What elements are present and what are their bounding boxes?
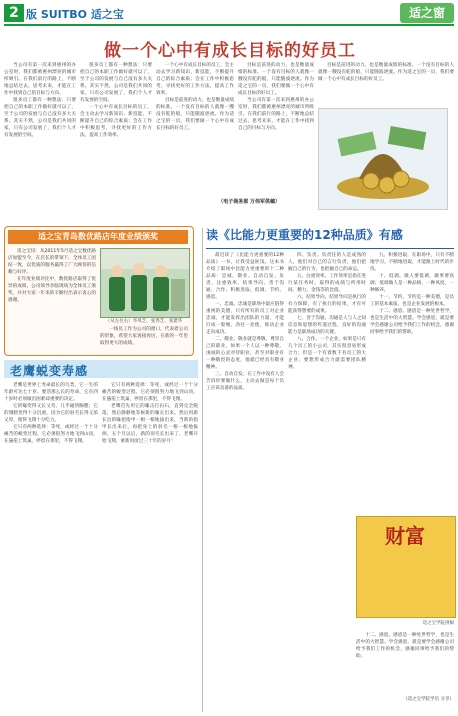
- review-paragraph: 最近读了《比能力更重要的12种品质》一书，让我受益匪浅。这本书介绍了职场中比能力更重要的十二种品质：忠诚、敬业、自动自发、负责、注重效率、结果导向、善于沟通、合作、积极进取、低调、节约、感恩。: [206, 253, 284, 300]
- book-review-rule: [206, 248, 454, 249]
- eagle-story-title: 老鹰蜕变寿感: [10, 364, 89, 378]
- review-author: （适之宝学院学员 分享）: [403, 697, 454, 702]
- conference-title: 适之宝青岛数优路店年度业绩颁奖: [8, 230, 188, 244]
- lead-paragraph: 当公司有第一次来到惠州的办公室时，我们都被惠州漂亮的城市所吸引。在我们前行的路上，不断地总结过去，思考未来，才能在工作中找到自己的目标与方向。: [238, 98, 314, 131]
- column-divider: [202, 228, 203, 712]
- book-review-title: 读《比能力更重要的12种品质》有感: [206, 228, 403, 242]
- review-paragraph: 十二、感恩。感恩是一种处世哲学，也是生活中的大智慧。学会感恩，就是要学会感谢公司给予我们工作的机会，感谢同事给予我们的帮助。: [356, 633, 454, 659]
- staff-group-photo: [100, 248, 190, 318]
- eagle-paragraph: 它只有两种选择：等死，或经过一个十分痛苦的蜕变过程。它必须很努力地飞到山顶，在悬崖上筑巢，停留在那里，不得飞翔。: [102, 383, 198, 402]
- conference-paragraph: 一线员工作为公司的窗口，代表着公司的形象，希望大家再接再厉，在新的一年里取得更大的成绩。: [100, 327, 188, 346]
- review-paragraph: 八、合作。一个企业，如果是只有几个员工的小公司，其实很容易形成合力；但是一个有着数千名员工的大企业，要想形成合力就需要团队精神。: [288, 337, 366, 370]
- lead-paragraph: 当公司有第一次来到惠州的办公室时，我们都被惠州漂亮的城市所吸引。在我们前行的路上，不断地总结过去，思考未来，才能在工作中找到自己的目标与方向。: [4, 63, 76, 96]
- lead-paragraph: 很多员工都有一种想法：只要把自己的本职工作做好就可以了，至于公司的发展与自己没有多大关系。其实不然，公司是我们共同的家，只有公司发展了，我们个人才有发展的空间。: [4, 98, 76, 138]
- lead-column-5: [318, 62, 454, 104]
- section-label: 版 SUITBO 适之宝: [26, 8, 124, 21]
- lead-article-title: 做一个心中有成长目标的好员工: [104, 41, 356, 61]
- lead-column-3: [156, 62, 234, 196]
- lead-column-2: [80, 62, 152, 220]
- eagle-column-2: [102, 382, 198, 712]
- lead-paragraph: 一个心中有成长目标的员工，会主动去学习新知识、新技能，不断提升自己的综合素质；会在工作中积极思考，寻找更好的工作方法，提高工作效率。: [80, 105, 152, 138]
- review-paragraph: 四、负责。负责任的人是成熟的人，他们对自己的言行负责，他们把握自己的行为，也把握自己的命运。: [288, 253, 366, 272]
- review-paragraph: 九、积极进取。在职场中，只有不断地学习、不断地进取，才能跟上时代的步伐。: [370, 253, 454, 272]
- lead-article-author: （电子商务部 万伟军供稿）: [218, 199, 280, 205]
- eagle-column-1: [4, 382, 98, 712]
- review-paragraph: 一、忠诚。忠诚是职场中最应值得重视的美德，只有所有的员工对企业忠诚，才能发挥出团队的力量，才能拧成一股绳，劲往一处使，推动企业走向成功。: [206, 302, 284, 335]
- review-column-2: [288, 252, 366, 712]
- review-paragraph: 七、善于沟通。沟通是人与人之间信息和思想的传递过程，良好的沟通能力是职场成功的关键。: [288, 316, 366, 335]
- review-column-3-tail: [356, 632, 454, 692]
- review-paragraph: 五、注重效率。工作效率是指在进行某任务时，取得的成绩与所用时间、精力、金钱等的比值。: [288, 274, 366, 293]
- money-bag-illustration: [318, 108, 448, 210]
- column-badge: 适之窗: [400, 3, 454, 23]
- review-paragraph: 十一、节约。节约是一种美德，是员工的基本素质，也是企业发展的根本。: [370, 295, 454, 307]
- eagle-paragraph: 它只有两种选择：等死，或经过一个十分痛苦的蜕变过程。它必须很努力地飞到山顶，在悬崖上筑巢，停留在那里，不得飞翔。: [4, 425, 98, 444]
- page-number-badge: 2: [4, 4, 24, 22]
- header-rule: [4, 24, 454, 26]
- review-paragraph: 六、结果导向。结果导向是执行的有力保障，有了执行的结果，才有可能获得想要的成果。: [288, 295, 366, 314]
- conference-text-left: [8, 248, 96, 352]
- lead-column-1: [4, 62, 76, 220]
- review-paragraph: 十、低调。做人要低调，做事要高调；低调做人是一种品格，一种风度，一种修养。: [370, 274, 454, 293]
- review-paragraph: 三、自动自发。在工作中没有人会告诉你要做什么，主动去做是每个员工应该具备的品质。: [206, 372, 284, 391]
- review-paragraph: 二、敬业。敬业就是尊敬、尊崇自己的职业，如果一个人以一种尊敬、虔诚的心灵对待职业，甚至对职业有一种敬畏的态度，他就已经具有敬业精神。: [206, 337, 284, 370]
- conference-text-right: [100, 326, 188, 352]
- lead-paragraph: 目标是前进的动力，也是衡量成绩的标准。一个没有目标的人就像一艘没有舵的船，只能随波逐流。作为适之宝的一员，我们要做一个心中有成长目标的好员工。: [318, 63, 454, 82]
- lead-paragraph: 很多员工都有一种想法：只要把自己的本职工作做好就可以了，至于公司的发展与自己没有多大关系。其实不然，公司是我们共同的家，只有公司发展了，我们个人才有发展的空间。: [80, 63, 152, 103]
- eagle-paragraph: 它的喙变得又长又弯，几乎碰到胸膛；它的翅膀变得十分沉重，因为它的羽毛长得又浓又厚，使得飞翔十分吃力。: [4, 404, 98, 423]
- lead-paragraph: 目标是前进的动力，也是衡量成绩的标准。一个没有目标的人就像一艘没有舵的船，只能随波逐流。作为适之宝的一员，我们要做一个心中有成长目标的好员工。: [238, 63, 314, 96]
- conference-paragraph: 在年度业绩评比中，数优路店取得了优异的成绩，公司领导亲临现场为全体员工颁奖，并对大家一年来的辛勤付出表示衷心的感谢。: [8, 277, 96, 303]
- lead-paragraph: 目标是前进的动力，也是衡量成绩的标准。一个没有目标的人就像一艘没有舵的船，只能随波逐流。作为适之宝的一员，我们要做一个心中有成长目标的好员工。: [156, 98, 234, 131]
- review-column-3: [370, 252, 454, 512]
- photo-caption: （从左往右）李凤芝、张秀芝、张建华: [105, 319, 183, 324]
- lead-paragraph: 一个心中有成长目标的员工，会主动去学习新知识、新技能，不断提升自己的综合素质；会在工作中积极思考，寻找更好的工作方法，提高工作效率。: [156, 63, 234, 96]
- review-paragraph: 十二、感恩。感恩是一种处世哲学，也是生活中的大智慧。学会感恩，就是要学会感谢公司给予我们工作的机会，感谢同事给予我们的帮助。: [370, 309, 454, 335]
- eagle-paragraph: 老鹰是世界上寿命最长的鸟类，它一生的年龄可达七十岁。要活那么长的寿命，它在四十岁时必须做出困难却重要的决定。: [4, 383, 98, 402]
- eagle-paragraph: 老鹰首先用它的喙击打岩石，直到完全脱落，然后静静地等候新的喙长出来。然后用新长出的喙把指甲一根一根地拔出来，当新的指甲长出来后，再把身上的羽毛一根一根地拔掉。五个月以后，新的羽毛长出来了，老鹰开始飞翔，重新再度过三十年的岁月！: [102, 404, 198, 444]
- conference-paragraph: 适之宝讯：从2011年5月适之宝数优路店加盟至今，在店长的带领下，全体员工团结一致，以优质的服务赢得了广大顾客的信赖与好评。: [8, 249, 96, 275]
- wealth-label: 财富: [385, 524, 425, 548]
- source-note: 适之宝学院供稿: [422, 621, 454, 626]
- lead-column-4: [238, 62, 314, 196]
- review-column-1: [206, 252, 284, 712]
